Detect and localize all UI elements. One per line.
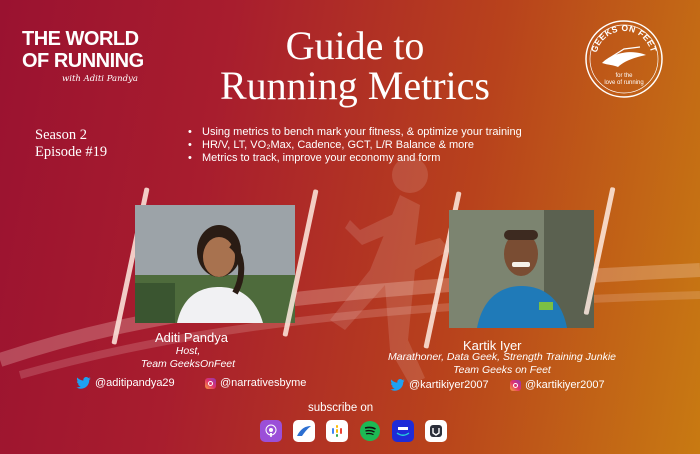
guest-role-line1: Marathoner, Data Geek, Strength Training Junkie (387, 351, 616, 363)
show-subtitle: with Aditi Pandya (62, 74, 138, 84)
subscribe-label: subscribe on (308, 402, 374, 414)
episode-title (170, 23, 540, 108)
guest-instagram-handle: @kartikiyer2007 (525, 379, 605, 391)
season-label: Season 2 (35, 127, 87, 143)
spotify-icon[interactable] (359, 420, 381, 442)
jiosaavn-icon[interactable] (425, 420, 447, 442)
show-title: THE WORLD OF RUNNING (22, 28, 144, 72)
apple-podcasts-icon[interactable] (260, 420, 282, 442)
amazon-music-icon[interactable] (392, 420, 414, 442)
guest-name: Kartik Iyer (463, 338, 522, 353)
topic-item: • Using metrics to bench mark your fitness, & optimize your training (185, 126, 522, 139)
twitter-icon (76, 377, 91, 389)
google-podcasts-icon[interactable] (326, 420, 348, 442)
guest-photo (449, 210, 594, 328)
guest-twitter-handle: @kartikiyer2007 (409, 379, 489, 391)
logo-tagline-1: for the (615, 73, 633, 79)
episode-title-line2: Running Metrics (220, 63, 490, 108)
logo-tagline-2: love of running (604, 80, 644, 86)
host-role (118, 345, 258, 371)
episode-title-line1: Guide to (285, 23, 425, 68)
guest-role (352, 351, 652, 377)
host-role-line2: Team GeeksOnFeet (140, 358, 236, 370)
guest-instagram[interactable] (510, 379, 605, 391)
host-name: Aditi Pandya (155, 330, 228, 345)
topic-item: • Metrics to track, improve your economy and form (185, 152, 522, 165)
show-branding (22, 28, 162, 84)
topic-list (185, 126, 522, 165)
guest-twitter[interactable] (390, 379, 489, 391)
guest-role-line2: Team Geeks on Feet (453, 364, 551, 376)
host-twitter[interactable] (76, 377, 175, 389)
host-instagram[interactable] (205, 377, 306, 389)
host-instagram-handle: @narrativesbyme (220, 377, 307, 389)
anchor-icon[interactable] (293, 420, 315, 442)
geeks-on-feet-logo (584, 19, 664, 99)
platform-links (260, 420, 447, 442)
host-role-line1: Host, (175, 345, 201, 357)
host-photo (135, 205, 295, 323)
instagram-icon (510, 380, 521, 391)
episode-label: Episode #19 (35, 144, 108, 160)
logo-arc-text: GEEKS ON FEET (588, 22, 660, 54)
host-twitter-handle: @aditipandya29 (95, 377, 175, 389)
instagram-icon (205, 378, 216, 389)
twitter-icon (390, 379, 405, 391)
season-info (35, 127, 107, 161)
topic-item: • HR/V, LT, VO₂Max, Cadence, GCT, L/R Balance & more (185, 139, 522, 152)
